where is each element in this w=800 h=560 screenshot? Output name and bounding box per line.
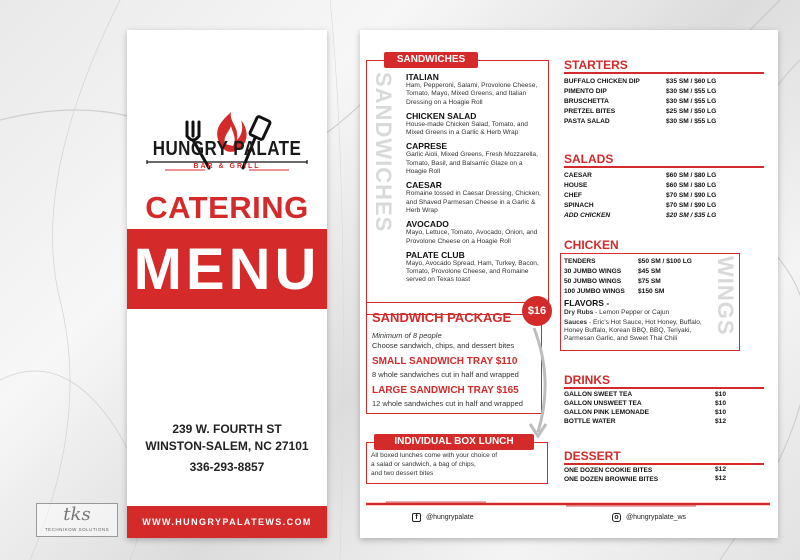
starter-row bbox=[564, 98, 609, 105]
add-chicken-name: ADD CHICKEN bbox=[564, 212, 611, 219]
dessert-title: DESSERT bbox=[564, 449, 621, 463]
catering-title: CATERING bbox=[145, 190, 309, 225]
small-tray-title: SMALL SANDWICH TRAY $110 bbox=[372, 356, 518, 367]
menu-banner bbox=[127, 229, 327, 309]
chicken-price: $150 SM bbox=[638, 288, 665, 295]
drink-name: GALLON PINK LEMONADE bbox=[564, 409, 649, 416]
sauces-text: - Eric's Hot Sauce, Hot Honey, Buffalo, Honey Buffalo, Korean BBQ, BBQ, Teriyaki, Parmesan Garlic, and Sweet Thai Chili bbox=[564, 319, 702, 343]
package-price-badge: $16 bbox=[522, 296, 552, 326]
address-line2: WINSTON-SALEM, NC 27101 bbox=[145, 439, 309, 453]
cover-panel bbox=[127, 30, 327, 538]
sandwich-desc: Mayo, Lettuce, Tomato, Avocado, Onion, and Provolone Cheese on a Hoagie Roll bbox=[406, 229, 538, 245]
package-minimum: Minimum of 8 people bbox=[372, 331, 442, 340]
sandwich-item bbox=[406, 180, 544, 215]
sandwich-item bbox=[406, 72, 544, 107]
large-tray-desc: 12 whole sandwiches cut in half and wrapped bbox=[372, 399, 523, 408]
chicken-price: $45 SM bbox=[638, 268, 661, 275]
sandwich-desc: Ham, Pepperoni, Salami, Provolone Cheese, Tomato, Mayo, Mixed Greens, and Italian Dressing on a Hoagie Roll bbox=[406, 82, 538, 106]
starter-name: PASTA SALAD bbox=[564, 118, 610, 125]
sandwich-item bbox=[406, 111, 544, 138]
starters-rule bbox=[564, 72, 764, 74]
drinks-title: DRINKS bbox=[564, 373, 611, 387]
sandwich-list bbox=[406, 72, 544, 285]
chicken-name: TENDERS bbox=[564, 258, 596, 265]
chicken-name: 50 JUMBO WINGS bbox=[564, 278, 622, 285]
curved-arrow-icon bbox=[520, 320, 560, 450]
watermark-logo bbox=[36, 503, 118, 537]
sauces bbox=[564, 319, 710, 344]
menu-panel bbox=[360, 30, 778, 538]
wings-vertical-label: WINGS bbox=[713, 256, 738, 336]
starter-price: $30 SM / $55 LG bbox=[666, 98, 717, 105]
sandwich-name: CAPRESE bbox=[406, 141, 448, 152]
salad-name: CAESAR bbox=[564, 172, 592, 179]
drink-price: $10 bbox=[715, 391, 727, 398]
starter-name: PIMENTO DIP bbox=[564, 88, 607, 95]
sandwiches-vertical-label: SANDWICHES bbox=[371, 72, 396, 233]
starter-row bbox=[564, 108, 615, 115]
box-lunch-line2: a salad or sandwich, a bag of chips, bbox=[371, 461, 476, 468]
dry-rubs bbox=[564, 309, 669, 316]
starter-name: PRETZEL BITES bbox=[564, 108, 616, 115]
instagram-handle[interactable]: @hungrypalate_ws bbox=[626, 514, 687, 521]
chicken-name: 100 JUMBO WINGS bbox=[564, 288, 625, 295]
salads-title: SALADS bbox=[564, 152, 614, 166]
sandwich-name: AVOCADO bbox=[406, 219, 449, 230]
starter-row bbox=[564, 78, 640, 85]
sandwiches-tab: SANDWICHES bbox=[384, 52, 478, 68]
footer-brush-rule bbox=[366, 501, 770, 507]
add-chicken-price: $20 SM / $35 LG bbox=[666, 212, 717, 219]
dessert-rule bbox=[564, 463, 764, 465]
drinks-rule bbox=[564, 387, 764, 389]
drink-price: $12 bbox=[715, 418, 727, 425]
brand-name: HUNGRY PALATE bbox=[152, 138, 302, 160]
sandwich-desc: House-made Chicken Salad, Tomato, and Mixed Greens in a Garlic & Herb Wrap bbox=[406, 120, 528, 137]
package-title: SANDWICH PACKAGE bbox=[372, 310, 512, 325]
salad-price: $60 SM / $80 LG bbox=[666, 172, 717, 179]
drink-name: GALLON SWEET TEA bbox=[564, 391, 633, 398]
address bbox=[127, 421, 327, 455]
sandwich-item bbox=[406, 219, 544, 246]
chicken-title: CHICKEN bbox=[564, 238, 619, 252]
salad-name: SPINACH bbox=[564, 202, 594, 209]
package-choose: Choose sandwich, chips, and dessert bites bbox=[372, 341, 515, 350]
sandwich-item bbox=[406, 250, 544, 285]
sandwich-desc: Garlic Aioli, Mixed Greens, Fresh Mozzarella, Tomato, Basil, and Balsamic Glaze on a Hoagie Roll bbox=[406, 151, 538, 176]
sauces-label: Sauces bbox=[564, 319, 588, 326]
drink-price: $10 bbox=[715, 409, 727, 416]
starters-title: STARTERS bbox=[564, 58, 628, 72]
dessert-name: ONE DOZEN COOKIE BITES bbox=[564, 467, 653, 474]
dessert-price: $12 bbox=[715, 466, 727, 473]
large-tray-title: LARGE SANDWICH TRAY $165 bbox=[372, 385, 519, 396]
dessert-price: $12 bbox=[715, 475, 727, 482]
box-lunch-line3: and two dessert bites bbox=[371, 470, 434, 477]
sandwich-name: ITALIAN bbox=[406, 72, 439, 82]
sandwich-desc: Mayo, Avocado Spread, Ham, Turkey, Bacon, Tomato, Provolone Cheese, and Romaine served on Texas toast bbox=[406, 259, 539, 284]
starter-name: BUFFALO CHICKEN DIP bbox=[564, 78, 640, 85]
sandwich-desc: Romaine tossed in Caesar Dressing, Chicken, and Shaved Parmesan Cheese in a Garlic & Herb Wrap bbox=[406, 190, 541, 214]
drink-name: GALLON UNSWEET TEA bbox=[564, 400, 642, 407]
drink-name: BOTTLE WATER bbox=[564, 418, 616, 425]
box-lunch-line1: All boxed lunches come with your choice of bbox=[371, 452, 498, 459]
menu-title: MENU bbox=[133, 237, 321, 302]
chicken-price: $50 SM / $100 LG bbox=[638, 258, 692, 265]
salad-price: $70 SM / $90 LG bbox=[666, 202, 717, 209]
sandwich-name: PALATE CLUB bbox=[406, 249, 465, 260]
facebook-icon[interactable]: f bbox=[412, 513, 421, 522]
sandwich-name: CHICKEN SALAD bbox=[406, 110, 477, 121]
starter-price: $30 SM / $55 LG bbox=[666, 118, 717, 125]
salad-name: HOUSE bbox=[564, 182, 588, 189]
dry-rubs-label: Dry Rubs bbox=[564, 309, 594, 316]
box-lunch-tab: INDIVIDUAL BOX LUNCH bbox=[374, 434, 534, 450]
starter-row bbox=[564, 88, 607, 95]
website-link[interactable]: WWW.HUNGRYPALATEWS.COM bbox=[127, 506, 327, 538]
watermark-text: TECHNIKOW SOLUTIONS bbox=[44, 527, 110, 532]
instagram-icon[interactable]: o bbox=[612, 513, 621, 522]
sandwich-name: CAESAR bbox=[406, 180, 442, 191]
starter-price: $35 SM / $60 LG bbox=[666, 78, 717, 85]
watermark-mark: tks bbox=[63, 504, 91, 525]
starter-price: $30 SM / $55 LG bbox=[666, 88, 717, 95]
salad-price: $70 SM / $90 LG bbox=[666, 192, 717, 199]
salad-name: CHEF bbox=[564, 192, 582, 199]
starter-price: $25 SM / $50 LG bbox=[666, 108, 717, 115]
salad-price: $60 SM / $80 LG bbox=[666, 182, 717, 189]
chicken-price: $75 SM bbox=[638, 278, 661, 285]
starter-row bbox=[564, 118, 610, 125]
facebook-handle[interactable]: @hungrypalate bbox=[426, 514, 474, 521]
drink-price: $10 bbox=[715, 400, 727, 407]
sandwich-item bbox=[406, 141, 544, 176]
dessert-name: ONE DOZEN BROWNIE BITES bbox=[564, 476, 659, 483]
starter-name: BRUSCHETTA bbox=[564, 98, 609, 105]
small-tray-desc: 8 whole sandwiches cut in half and wrapped bbox=[372, 370, 519, 379]
salads-rule bbox=[564, 166, 764, 168]
flavors-title: FLAVORS - bbox=[564, 298, 610, 308]
address-line1: 239 W. FOURTH ST bbox=[172, 422, 282, 436]
dry-rubs-text: - Lemon Pepper or Cajun bbox=[593, 309, 670, 316]
chicken-name: 30 JUMBO WINGS bbox=[564, 268, 622, 275]
brand-subtitle: BAR & GRILL bbox=[193, 163, 261, 170]
phone-number: 336-293-8857 bbox=[189, 460, 265, 474]
